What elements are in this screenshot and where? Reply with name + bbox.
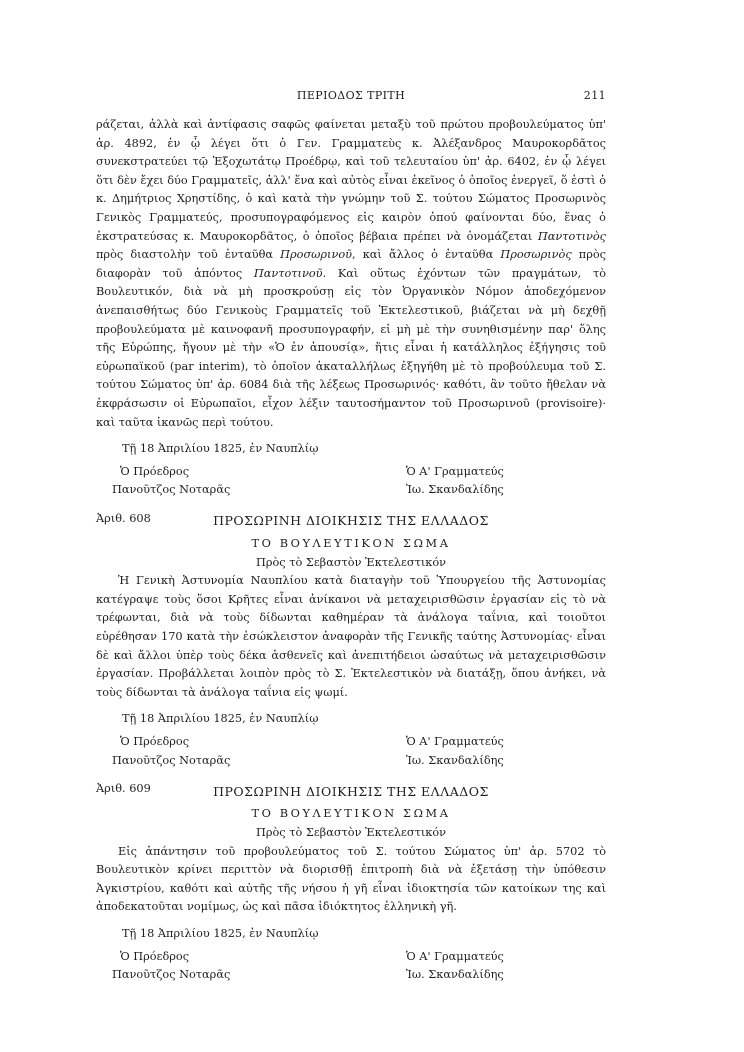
signature-secretary: [406, 463, 606, 500]
document-number: Ἀριθ. 609: [96, 782, 151, 796]
document-body: Εἰς ἀπάντησιν τοῦ προβουλεύματος τοῦ Σ. τούτου Σώματος ὑπ' ἀρ. 5702 τὸ Βουλευτικὸν κρίνει περιττὸν νὰ διορισθῇ ἐπιτροπὴ διὰ νὰ ἐξετάσῃ τὴν ὑπόθεσιν Ἀγκιστρίου, καθότι καὶ αὐτῆς τῆς νήσου ἡ γῆ εἶναι ἰδιοκτησία τῶν κατοίκων της καὶ ἀποδεκατοῦται νομίμως, ὡς καὶ πᾶσα ἰδιόκτητος ἑλληνικὴ γῆ.: [96, 844, 606, 914]
intro-text-2: πρὸς διαστολὴν τοῦ ἐνταῦθα: [96, 248, 281, 262]
intro-text-1: ράζεται, ἀλλὰ καὶ ἀντίφασις σαφῶς φαίνεται μεταξὺ τοῦ πρώτου προβουλεύματος ὑπ' ἀρ. 4892, ἐν ᾧ λέγει ὅτι ὁ Γεν. Γραμματεὺς κ. Ἀλέξανδρος Μαυροκορδᾶτος συνεκστρατεύει τῷ Ἐξοχωτάτῳ Προέδρῳ, καὶ τοῦ τελευταίου ὑπ' ἀρ. 6402, ἐν ᾧ λέγει ὅτι δὲν ἔχει δύο Γραμματεῖς, ἀλλ' ἕνα καὶ αὐτὸς εἶναι ἐκεῖνος ὁ ὁποῖος ἐνεργεῖ, ὅ ἐστὶ ὁ κ. Δημήτριος Χρηστίδης, ὁ καὶ κατὰ τὴν γνώμην τοῦ Σ. τούτου Σώματος Προσωρινὸς Γενικὸς Γραμματεύς, προσυπογραφόμενος εἰς καιρὸν ὁπού φαίνονται δύο, ἕνας ὁ ἐκστρατεύσας κ. Μαυροκορδᾶτος, ὁ ὁποῖος βέβαια πρέπει νὰ ὀνομάζεται: [96, 118, 606, 243]
signature-secretary: [406, 948, 606, 985]
intro-text-5: . Καὶ οὕτως ἐχόντων τῶν πραγμάτων, τὸ Βουλευτικόν, διὰ νὰ μὴ προσκρούσῃ εἰς τὸν Ὀργανικὸν Νόμον ἀποδεχόμενον ἀνεπαισθήτως δύο Γενικοὺς Γραμματεῖς τοῦ Ἐκτελεστικοῦ, βιάζεται νὰ μὴ δεχθῇ προβουλεύματα μὲ καινοφανῆ προσυπογραφήν, εἰ μὴ μὲ τὴν συνηθισμένην παρ' ὅλης τῆς Εὐρώπης, ἤγουν μὲ τὴν «Ὁ ἐν ἀπουσίᾳ», ἥτις εἶναι ἡ κατάλληλος ἐξήγησις τοῦ εὐρωπαϊκοῦ (par interim), τὸ ὁποῖον ἀκαταλλήλως ἐξηγήθη μὲ τὸ προβούλευμα τοῦ Σ. τούτου Σώματος ὑπ' ἀρ. 6084 διὰ τῆς λέξεως Προσωρινός· καθότι, ἂν τοῦτο ἤθελαν νὰ ἐκφράσωσιν οἱ Εὐρωπαῖοι, εἶχον λέξιν ταυτοσήμαντον τοῦ Προσωρινοῦ (provisoire)· καὶ ταῦτα ἱκανῶς περὶ τούτου.: [96, 266, 607, 429]
signature-title: Ὁ Πρόεδρος: [120, 464, 190, 478]
intro-date: Τῇ 18 Ἀπριλίου 1825, ἐν Ναυπλίῳ: [122, 442, 319, 456]
running-title: ΠΕΡΙΟΔΟΣ ΤΡΙΤΗ: [296, 89, 406, 102]
signature-title: Ὁ Α' Γραμματεύς: [406, 464, 504, 478]
signature-president: [96, 463, 230, 500]
document-608: [96, 510, 606, 770]
document-number: Ἀριθ. 608: [96, 511, 151, 525]
running-header: [96, 89, 606, 105]
signature-secretary: [406, 733, 606, 770]
signature-name: Ἰω. Σκανδαλίδης: [406, 968, 504, 982]
document-addressee: Πρὸς τὸ Σεβαστὸν Ἐκτελεστικόν: [255, 555, 446, 569]
document-subheading: ΤΟ ΒΟΥΛΕΥΤΙΚΟΝ ΣΩΜΑ: [251, 807, 451, 821]
document-addressee: Πρὸς τὸ Σεβαστὸν Ἐκτελεστικόν: [255, 825, 446, 839]
intro-em-2: Προσωρινοῦ: [280, 248, 352, 262]
signature-name: Ἰω. Σκανδαλίδης: [406, 483, 504, 497]
intro-paragraph: [96, 116, 606, 432]
signature-president: [96, 733, 230, 770]
page-content: [96, 116, 606, 985]
intro-text-4: πρὸς διαφορὰν τοῦ ἀπόντος: [96, 248, 606, 280]
document-date: Τῇ 18 Ἀπριλίου 1825, ἐν Ναυπλίῳ: [122, 926, 319, 940]
document-heading: ΠΡΟΣΩΡΙΝΗ ΔΙΟΙΚΗΣΙΣ ΤΗΣ ΕΛΛΑΔΟΣ: [213, 513, 489, 529]
document-body: Ἡ Γενικὴ Ἀστυνομία Ναυπλίου κατὰ διαταγὴν τοῦ Ὑπουργείου τῆς Ἀστυνομίας κατέγραψε τοὺς ὅσοι Κρῆτες εἶναι ἀνίκανοι νὰ μεταχειρισθῶσιν ἐργασίαν εἰς τὸ νὰ τρέφωνται, διὰ νὰ τοὺς δίδωνται καθημέραν τὰ ἀνάλογα ταΐνια, καὶ τοιοῦτοι εὑρέθησαν 170 κατὰ τὴν ἐσώκλειστον ἀναφορὰν τῆς Γενικῆς ταύτης Ἀστυνομίας· εἶναι δὲ καὶ ἄλλοι ὑπὲρ τοὺς δέκα ἀσθενεῖς καὶ ἀνεπιτήδειοι ὡσαύτως νὰ μεταχειρισθῶσιν ἐργασίαν. Προβάλλεται λοιπὸν πρὸς τὸ Σ. Ἐκτελεστικὸν νὰ διατάξῃ, ὅπου ἀνήκει, νὰ τοὺς δίδωνται τὰ ἀνάλογα ταΐνια εἰς ψωμί.: [96, 574, 606, 699]
signature-title: Ὁ Πρόεδρος: [120, 949, 190, 963]
signature-title: Ὁ Πρόεδρος: [120, 735, 190, 748]
signature-president: [96, 948, 230, 985]
intro-section: [96, 116, 606, 500]
document-signatures: [96, 733, 606, 770]
intro-text-3: , καὶ ἄλλος ὁ ἐνταῦθα: [352, 248, 501, 262]
page-number: 211: [583, 89, 606, 102]
signature-name: Πανοῦτζος Νοταρᾶς: [112, 753, 231, 767]
document-heading: ΠΡΟΣΩΡΙΝΗ ΔΙΟΙΚΗΣΙΣ ΤΗΣ ΕΛΛΑΔΟΣ: [213, 783, 489, 799]
signature-name: Πανοῦτζος Νοταρᾶς: [112, 483, 231, 497]
document-signatures: [96, 948, 606, 985]
document-subheading: ΤΟ ΒΟΥΛΕΥΤΙΚΟΝ ΣΩΜΑ: [251, 537, 451, 551]
intro-em-3: Προσωρινὸς: [500, 248, 572, 262]
signature-title: Ὁ Α' Γραμματεύς: [406, 949, 504, 963]
signature-name: Ἰω. Σκανδαλίδης: [406, 753, 504, 767]
document-609: [96, 780, 606, 985]
signature-title: Ὁ Α' Γραμματεύς: [406, 735, 504, 748]
document-date: Τῇ 18 Ἀπριλίου 1825, ἐν Ναυπλίῳ: [122, 712, 319, 726]
intro-signatures: [96, 463, 606, 500]
signature-name: Πανοῦτζος Νοταρᾶς: [112, 968, 231, 982]
intro-em-4: Παντοτινοῦ: [253, 266, 323, 280]
intro-em-1: Παντοτινὸς: [537, 229, 606, 243]
